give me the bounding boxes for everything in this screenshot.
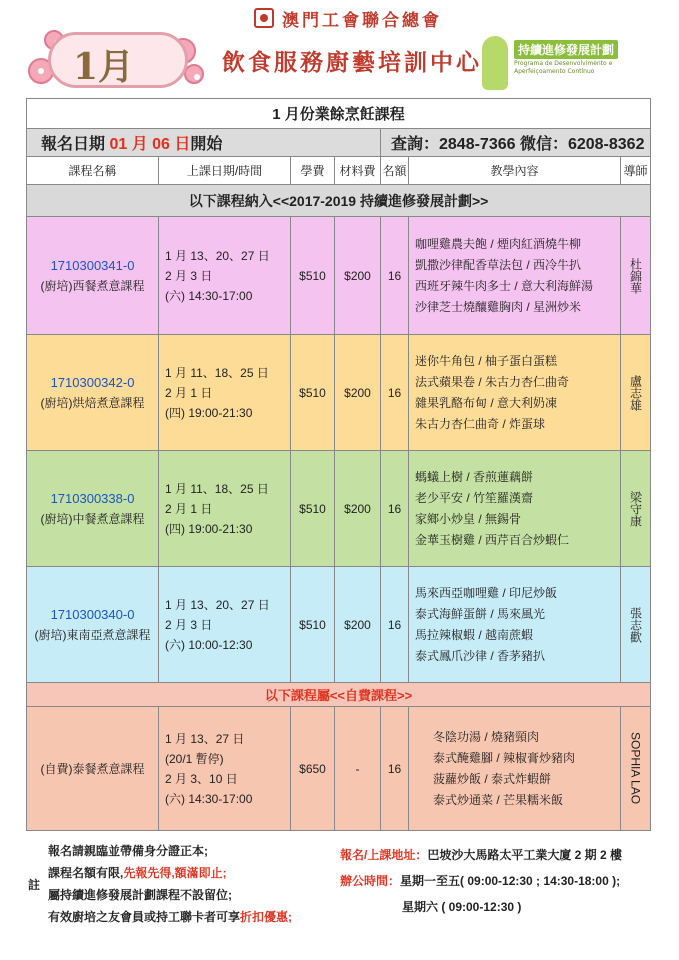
course-date-line: (四) 19:00-21:30: [165, 405, 253, 420]
course-fee: $510: [291, 335, 335, 451]
course-dish-line: 法式蘋果卷 / 朱古力杏仁曲奇: [415, 374, 570, 389]
course-name-cell: [27, 567, 159, 683]
course-content-cell: [409, 217, 621, 335]
section-row: [27, 683, 651, 707]
course-code: 1710300338-0: [50, 490, 135, 506]
course-quota: 16: [381, 451, 409, 567]
course-dish-line: 冬陰功湯 / 燒豬頸肉: [433, 729, 540, 744]
section-title: 以下課程納入<<2017-2019 持續進修發展計劃>>: [27, 185, 651, 217]
note-line: [48, 864, 227, 881]
course-teacher-cell: [621, 335, 651, 451]
table-row: [27, 567, 651, 683]
column-header: 課程名稱: [27, 157, 159, 185]
course-name-cell: [27, 707, 159, 831]
course-date-line: 1 月 11、18、25 日: [165, 481, 269, 496]
note-mark: 註: [28, 878, 41, 892]
hours-label: 辦公時間：: [340, 874, 401, 888]
course-table: [26, 98, 651, 831]
course-quota: 16: [381, 217, 409, 335]
course-quota: 16: [381, 335, 409, 451]
course-date-line: (六) 10:00-12:30: [165, 637, 253, 652]
header: [0, 0, 679, 98]
table-row: [27, 707, 651, 831]
course-teacher-cell: [621, 707, 651, 831]
union-logo-icon: [254, 8, 274, 28]
center-name: 飲食服務廚藝培訓中心: [222, 49, 482, 76]
course-material-fee: $200: [335, 335, 381, 451]
org-name: 澳門工會聯合總會: [282, 11, 442, 31]
course-name: (廚培)東南亞煮意課程: [34, 627, 151, 642]
course-teacher: 梁守康: [628, 490, 643, 527]
course-teacher: SOPHIA LAO: [628, 732, 643, 805]
column-header: 教學內容: [409, 157, 621, 185]
course-fee: $650: [291, 707, 335, 831]
registration-date: [27, 129, 381, 157]
course-dish-line: 泰式醃雞腳 / 辣椒膏炒豬肉: [433, 750, 576, 765]
course-fee: $510: [291, 217, 335, 335]
course-name: (自費)泰餐煮意課程: [40, 761, 145, 776]
course-dish-line: 菠蘿炒飯 / 泰式炸蝦餅: [433, 771, 552, 786]
note-highlight: 折扣優惠;: [240, 910, 293, 924]
table-header-row: [27, 157, 651, 185]
course-date-line: (六) 14:30-17:00: [165, 791, 253, 806]
mascot-icon: [482, 36, 508, 90]
registration-row: [27, 129, 651, 157]
course-dish-line: 凱撒沙律配香草法包 / 西冷牛扒: [415, 257, 582, 272]
course-date-line: (四) 19:00-21:30: [165, 521, 253, 536]
course-date-line: 2 月 3 日: [165, 268, 213, 283]
course-date-line: 2 月 3、10 日: [165, 771, 238, 786]
course-dish-line: 雜果乳酪布甸 / 意大利奶凍: [415, 395, 558, 410]
note-line: [48, 908, 292, 925]
course-dish-line: 咖哩雞農夫飽 / 煙肉紅酒燒牛柳: [415, 236, 582, 251]
note-line: 屬持續進修發展計劃課程不設留位;: [48, 888, 232, 902]
table-title: 1 月份業餘烹飪課程: [27, 99, 651, 129]
cont-title: 持續進修發展計劃: [514, 40, 618, 59]
month-title: 1月: [73, 46, 135, 88]
hours-weekday: 星期一至五( 09:00-12:30 ; 14:30-18:00 );: [400, 874, 621, 888]
reg-date: 01 月 06 日: [109, 136, 191, 153]
course-teacher: 杜錦華: [628, 257, 643, 294]
course-date-line: 1 月 13、20、27 日: [165, 597, 270, 612]
course-content-cell: [409, 567, 621, 683]
course-quota: 16: [381, 707, 409, 831]
course-material-fee: $200: [335, 567, 381, 683]
course-fee: $510: [291, 451, 335, 567]
course-content-cell: [409, 335, 621, 451]
table-title-row: [27, 99, 651, 129]
course-dates-cell: [159, 451, 291, 567]
course-dish-line: 家鄉小炒皇 / 無錫骨: [415, 511, 522, 526]
course-teacher: 張志歡: [628, 606, 643, 643]
course-dates-cell: [159, 217, 291, 335]
column-header: 學費: [291, 157, 335, 185]
course-dish-line: 西班牙辣牛肉多士 / 意大利海鮮湯: [415, 278, 594, 293]
course-date-line: 2 月 1 日: [165, 501, 213, 516]
course-quota: 16: [381, 567, 409, 683]
course-name: (廚培)西餐煮意課程: [40, 278, 145, 293]
course-name: (廚培)烘焙煮意課程: [40, 395, 145, 410]
course-name-cell: [27, 335, 159, 451]
course-code: 1710300341-0: [50, 257, 135, 273]
course-dates-cell: [159, 335, 291, 451]
course-dates-cell: [159, 707, 291, 831]
column-header: 上課日期/時間: [159, 157, 291, 185]
course-content-cell: [409, 707, 621, 831]
hours-saturday: 星期六 ( 09:00-12:30 ): [402, 900, 522, 914]
course-date-line: (20/1 暫停): [165, 751, 224, 766]
course-date-line: 1 月 13、27 日: [165, 731, 245, 746]
reg-prefix: 報名日期: [41, 136, 106, 153]
course-teacher-cell: [621, 217, 651, 335]
address-value: 巴坡沙大馬路太平工業大廈 2 期 2 樓: [427, 848, 623, 862]
course-material-fee: $200: [335, 451, 381, 567]
contact-info: 查詢：2848-7366 微信：6208-8362: [381, 129, 651, 157]
course-dish-line: 朱古力杏仁曲奇 / 炸蛋球: [415, 416, 546, 431]
column-header: 材料費: [335, 157, 381, 185]
course-dish-line: 沙律芝士燒釀雞胸肉 / 星洲炒米: [415, 299, 582, 314]
note-text: 有效廚培之友會員或持工聯卡者可享: [48, 910, 241, 924]
course-dish-line: 泰式鳳爪沙律 / 香茅豬扒: [415, 648, 546, 663]
cont-subtitle: Programa de Desenvolvimento e Aperfeiçoamento Contínuo: [514, 60, 613, 75]
reg-suffix: 開始: [190, 136, 223, 153]
course-teacher: 盧志雄: [628, 374, 643, 411]
course-fee: $510: [291, 567, 335, 683]
address-line: [340, 846, 622, 863]
column-header: 導師: [621, 157, 651, 185]
course-dish-line: 螞蟻上樹 / 香煎蓮藕餅: [415, 469, 534, 484]
course-teacher-cell: [621, 451, 651, 567]
course-material-fee: $200: [335, 217, 381, 335]
table-row: [27, 451, 651, 567]
address-label: 報名/上課地址：: [340, 848, 428, 862]
continuing-education-logo: [480, 36, 620, 94]
course-name: (廚培)中餐煮意課程: [40, 511, 145, 526]
course-dish-line: 迷你牛角包 / 柚子蛋白蛋糕: [415, 353, 558, 368]
course-dish-line: 泰式海鮮蛋餅 / 馬來風光: [415, 606, 546, 621]
section-title: 以下課程屬<<自費課程>>: [27, 683, 651, 707]
table-row: [27, 335, 651, 451]
table-row: [27, 217, 651, 335]
course-date-line: (六) 14:30-17:00: [165, 288, 253, 303]
course-dish-line: 馬來西亞咖哩雞 / 印尼炒飯: [415, 585, 558, 600]
note-text: 課程名額有限,: [48, 866, 124, 880]
course-name-cell: [27, 217, 159, 335]
course-dish-line: 泰式炒通菜 / 芒果糯米飯: [433, 792, 564, 807]
course-dates-cell: [159, 567, 291, 683]
month-badge: [48, 32, 188, 88]
note-line: 報名請親臨並帶備身分證正本;: [48, 844, 208, 858]
course-date-line: 2 月 1 日: [165, 385, 213, 400]
course-dish-line: 馬拉辣椒蝦 / 越南蔗蝦: [415, 627, 534, 642]
course-material-fee: -: [335, 707, 381, 831]
course-name-cell: [27, 451, 159, 567]
hours-line: [340, 872, 620, 889]
course-content-cell: [409, 451, 621, 567]
course-dish-line: 金華玉樹雞 / 西芹百合炒蝦仁: [415, 532, 570, 547]
course-dish-line: 老少平安 / 竹笙羅漢齋: [415, 490, 534, 505]
course-date-line: 1 月 11、18、25 日: [165, 365, 269, 380]
course-code: 1710300340-0: [50, 606, 135, 622]
note-highlight: 先報先得,額滿即止;: [123, 866, 227, 880]
section-row: [27, 185, 651, 217]
column-header: 名額: [381, 157, 409, 185]
course-teacher-cell: [621, 567, 651, 683]
course-code: 1710300342-0: [50, 374, 135, 390]
course-date-line: 1 月 13、20、27 日: [165, 248, 270, 263]
course-date-line: 2 月 3 日: [165, 617, 213, 632]
